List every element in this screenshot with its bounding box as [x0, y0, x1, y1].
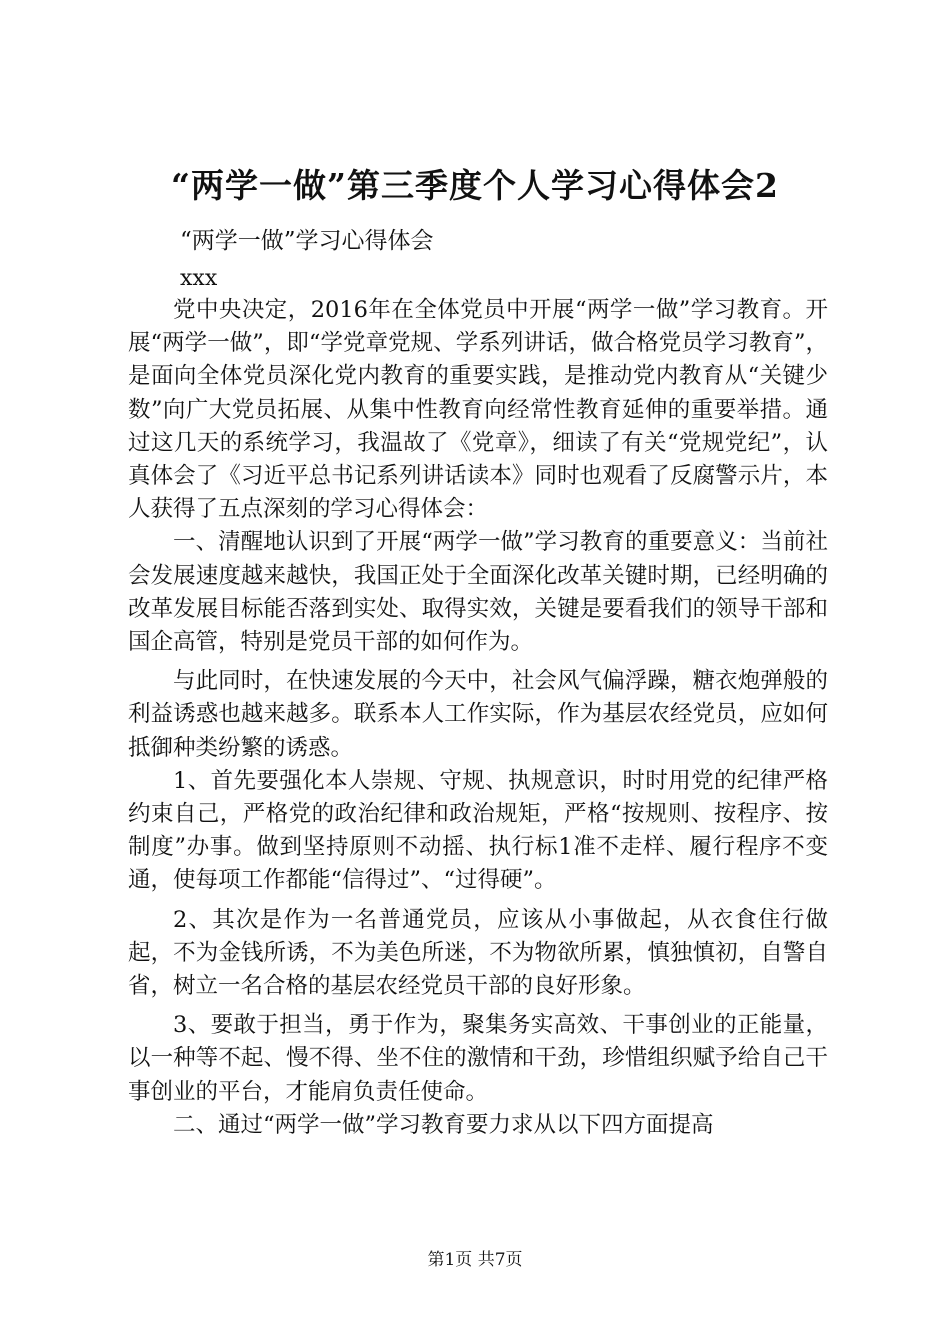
paragraph: 与此同时，在快速发展的今天中，社会风气偏浮躁，糖衣炮弹般的利益诱惑也越来越多。联系本人工作实际，作为基层农经党员，应如何抵御种类纷繁的诱惑。	[128, 668, 828, 761]
document-title: “两学一做”第三季度个人学习心得体会2	[171, 166, 779, 205]
paragraph: 1、首先要强化本人崇规、守规、执规意识，时时用党的纪律严格约束自己，严格党的政治纪律和政治规矩，严格“按规则、按程序、按制度”办事。做到坚持原则不动摇、执行标1准不走样、履行程序不变通，使每项工作都能“信得过”、“过得硬”。	[128, 767, 828, 894]
paragraph: 一、清醒地认识到了开展“两学一做”学习教育的重要意义：当前社会发展速度越来越快，我国正处于全面深化改革关键时期，已经明确的改革发展目标能否落到实处、取得实效，关键是要看我们的领导干部和国企高管，特别是党员干部的如何作为。	[128, 529, 828, 656]
paragraph: 二、通过“两学一做”学习教育要力求从以下四方面提高	[173, 1111, 714, 1138]
document-subtitle: “两学一做”学习心得体会	[180, 228, 434, 254]
paragraph: 2、其次是作为一名普通党员，应该从小事做起，从衣食住行做起，不为金钱所诱，不为美色所迷，不为物欲所累，慎独慎初，自警自省，树立一名合格的基层农经党员干部的良好形象。	[128, 906, 828, 1000]
paragraph: 党中央决定，2016年在全体党员中开展“两学一做”学习教育。开展“两学一做”，即“学党章党规、学系列讲话，做合格党员学习教育”，是面向全体党员深化党内教育的重要实践，是推动党内教育从“关键少数”向广大党员拓展、从集中性教育向经常性教育延伸的重要举措。通过这几天的系统学习，我温故了《党章》，细读了有关“党规党纪”，认真体会了《习近平总书记系列讲话读本》同时也观看了反腐警示片，本人获得了五点深刻的学习心得体会：	[128, 297, 828, 523]
page-number-footer: 第1页 共7页	[427, 1250, 523, 1270]
document-body	[128, 294, 828, 1142]
document-author: xxx	[180, 266, 218, 291]
paragraph: 3、要敢于担当，勇于作为，聚集务实高效、干事创业的正能量，以一种等不起、慢不得、坐不住的激情和干劲，珍惜组织赋予给自己干事创业的平台，才能肩负责任使命。	[128, 1012, 828, 1105]
